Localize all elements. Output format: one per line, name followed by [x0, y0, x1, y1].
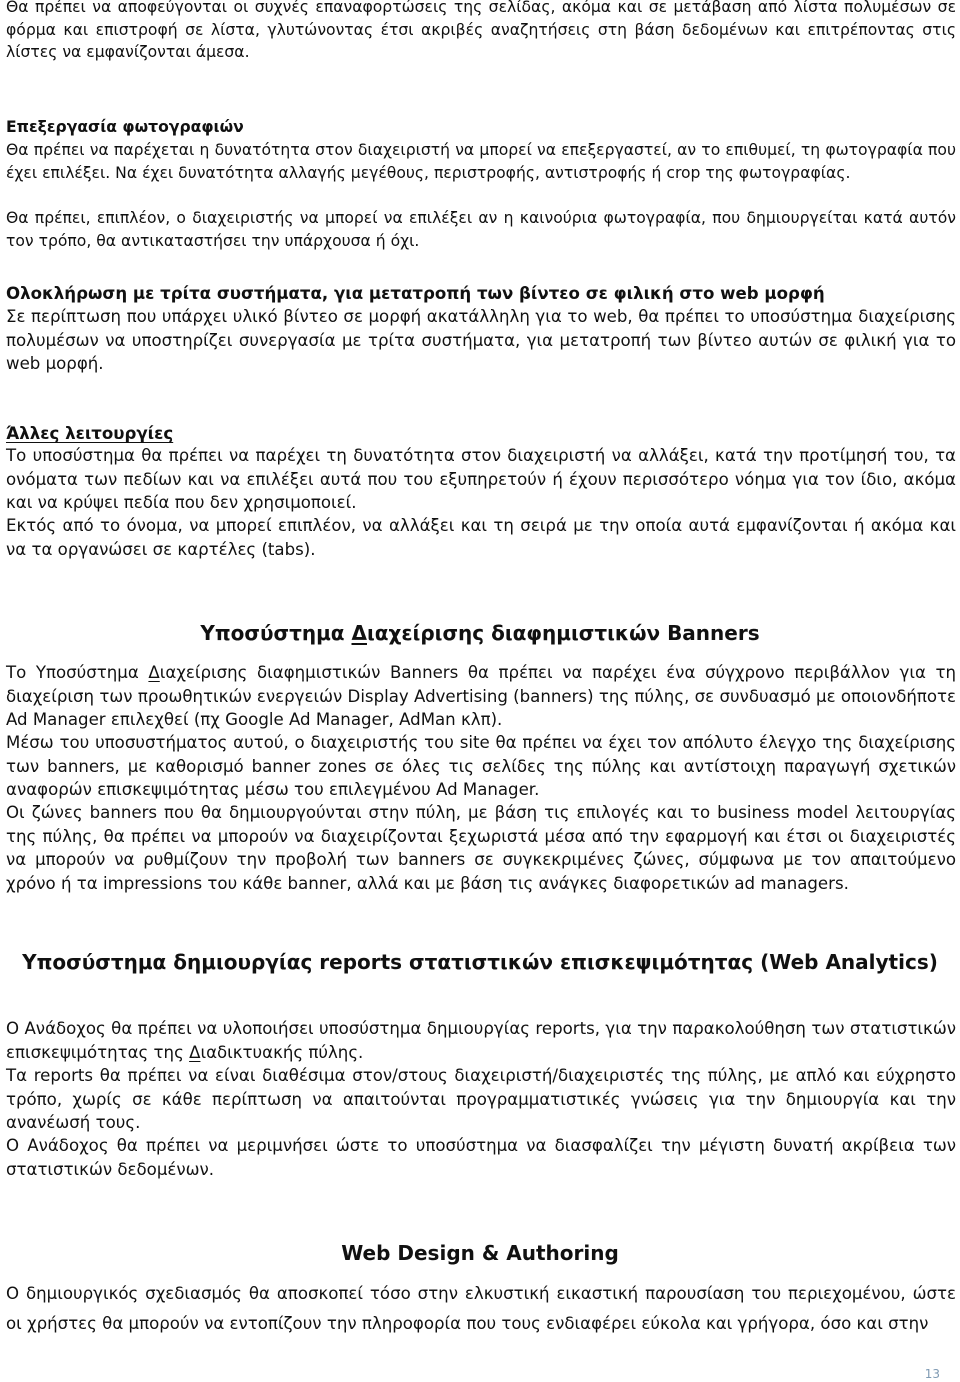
- banners-heading: [0, 620, 960, 646]
- photo-editing-paragraph-1: Θα πρέπει να παρέχεται η δυνατότητα στον διαχειριστή να μπορεί να επεξεργαστεί, αν το επιθυμεί, τη φωτογραφία που έχει επιλέξει. Να έχει δυνατότητα αλλαγής μεγέθους, περιστροφής, αντιστροφής ή crop της φωτογραφίας.: [6, 141, 956, 182]
- banners-paragraph-2: Μέσω του υποσυστήματος αυτού, ο διαχειριστής του site θα πρέπει να έχει τον απόλυτο έλεγχο της διαχείρισης των banners, με καθορισμό banner zones σε όλες τις σελίδες της πύλης και αντίστοιχη παραγωγή σχετικών αναφορών επισκεψιμότητας μέσω του επιλεγμένου Ad Manager.: [6, 733, 956, 799]
- banners-p1-post: ιαχείρισης διαφημιστικών Banners θα πρέπει να παρέχει ένα σύγχρονο περιβάλλον για τη διαχείριση των προωθητικών ενεργειών Display Advertising (banners) της πύλης, σε συνδυασμό με οποιονδήποτε Ad Manager επιλεχθεί (πχ Google Ad Manager, AdMan κλπ).: [6, 663, 956, 729]
- photo-editing-paragraph-2: Θα πρέπει, επιπλέον, ο διαχειριστής να μπορεί να επιλέξει αν η καινούρια φωτογραφία, που δημιουργείται κατά αυτόν τον τρόπο, θα αντικαταστήσει την υπάρχουσα ή όχι.: [6, 209, 956, 250]
- analytics-p1-pre: Ο Ανάδοχος θα πρέπει να υλοποιήσει υποσύστημα δημιουργίας reports, για την παρακολούθηση των στατιστικών επισκεψιμότητας της: [6, 1019, 956, 1062]
- web-design-heading: Web Design & Authoring: [341, 1241, 619, 1265]
- banners-heading-pre: Υποσύστημα: [200, 621, 352, 645]
- analytics-paragraph-1: [6, 1017, 956, 1064]
- banners-p1-pre: Το Υποσύστημα: [6, 663, 149, 682]
- analytics-paragraph-3: Ο Ανάδοχος θα πρέπει να μεριμνήσει ώστε το υποσύστημα να διασφαλίζει την μέγιστη δυνατή ακρίβεια των στατιστικών δεδομένων.: [6, 1136, 956, 1179]
- analytics-p1-post: ιαδικτυακής πύλης.: [200, 1042, 364, 1062]
- other-functions-paragraph-2: Εκτός από το όνομα, να μπορεί επιπλέον, να αλλάξει και τη σειρά με την οποία αυτά εμφανίζονται ή ακόμα και να τα οργανώσει σε καρτέλες (tabs).: [6, 516, 956, 559]
- banners-heading-delta: Δ: [351, 621, 367, 645]
- banners-paragraph-1: [6, 661, 956, 732]
- analytics-paragraph-2: Τα reports θα πρέπει να είναι διαθέσιμα στον/στους διαχειριστή/διαχειριστές της πύλης, με απλό και εύχρηστο τρόπο, χωρίς σε κάθε περίπτωση να απαιτούνται προγραμματιστικές γνώσεις για την δημιουργία και την ανανέωσή τους.: [6, 1066, 956, 1132]
- banners-p1-delta: Δ: [148, 663, 160, 682]
- other-functions-heading: Άλλες λειτουργίες: [6, 424, 174, 443]
- banners-paragraph-3: Οι ζώνες banners που θα δημιουργούνται στην πύλη, με βάση τις επιλογές και το business model λειτουργίας της πύλης, θα πρέπει να μπορούν να διαχειρίζονται ξεχωριστά μέσα από την εφαρμογή και έτσι οι διαχειριστές να μπορούν να ρυθμίζουν την προβολή των banners σε συγκεκριμένες ζώνες, σύμφωνα με τον απαιτούμενο χρόνο ή τα impressions του κάθε banner, αλλά και με βάση τις ανάγκες διαφορετικών ad managers.: [6, 803, 956, 893]
- other-functions-paragraph-1: Το υποσύστημα θα πρέπει να παρέχει τη δυνατότητα στον διαχειριστή να αλλάξει, κατά την προτίμησή του, τα ονόματα των πεδίων και να επιλέξει αυτά που του εξυπηρετούν ή έχουν περισσότερο νόημα για τον ίδιο, ακόμα και να κρύψει πεδία που δεν χρησιμοποιεί.: [6, 446, 956, 512]
- analytics-p1-delta: Δ: [189, 1042, 201, 1062]
- video-integration-heading: Ολοκλήρωση με τρίτα συστήματα, για μετατροπή των βίντεο σε φιλική στο web μορφή: [6, 284, 825, 303]
- video-integration-paragraph: Σε περίπτωση που υπάρχει υλικό βίντεο σε μορφή ακατάλληλη για το web, θα πρέπει το υποσύστημα διαχείρισης πολυμέσων να υποστηρίζει συνεργασία με τρίτα συστήματα, για μετατροπή των βίντεο αυτών σε φιλική για το web μορφή.: [6, 307, 956, 373]
- web-design-paragraph-1: Ο δημιουργικός σχεδιασμός θα αποσκοπεί τόσο στην ελκυστική εικαστική παρουσίαση του περιεχομένου, ώστε οι χρήστες θα μπορούν να εντοπίζουν την πληροφορία που τους ενδιαφέρει εύκολα και γρήγορα, όσο και στην: [6, 1284, 956, 1333]
- photo-editing-heading: Επεξεργασία φωτογραφιών: [6, 118, 244, 136]
- intro-paragraph: Θα πρέπει να αποφεύγονται οι συχνές επαναφορτώσεις της σελίδας, ακόμα και σε μετάβαση από λίστα πολυμέσων σε φόρμα και επιστροφή σε λίστα, γλυτώνοντας έτσι ακριβές αναζητήσεις στη βάση δεδομένων και επιτρέποντας στις λίστες να εμφανίζονται άμεσα.: [6, 0, 956, 61]
- page-number: 13: [924, 1367, 940, 1381]
- analytics-heading: Υποσύστημα δημιουργίας reports στατιστικών επισκεψιμότητας (Web Analytics): [22, 950, 938, 974]
- banners-heading-post: ιαχείρισης διαφημιστικών Banners: [366, 621, 760, 645]
